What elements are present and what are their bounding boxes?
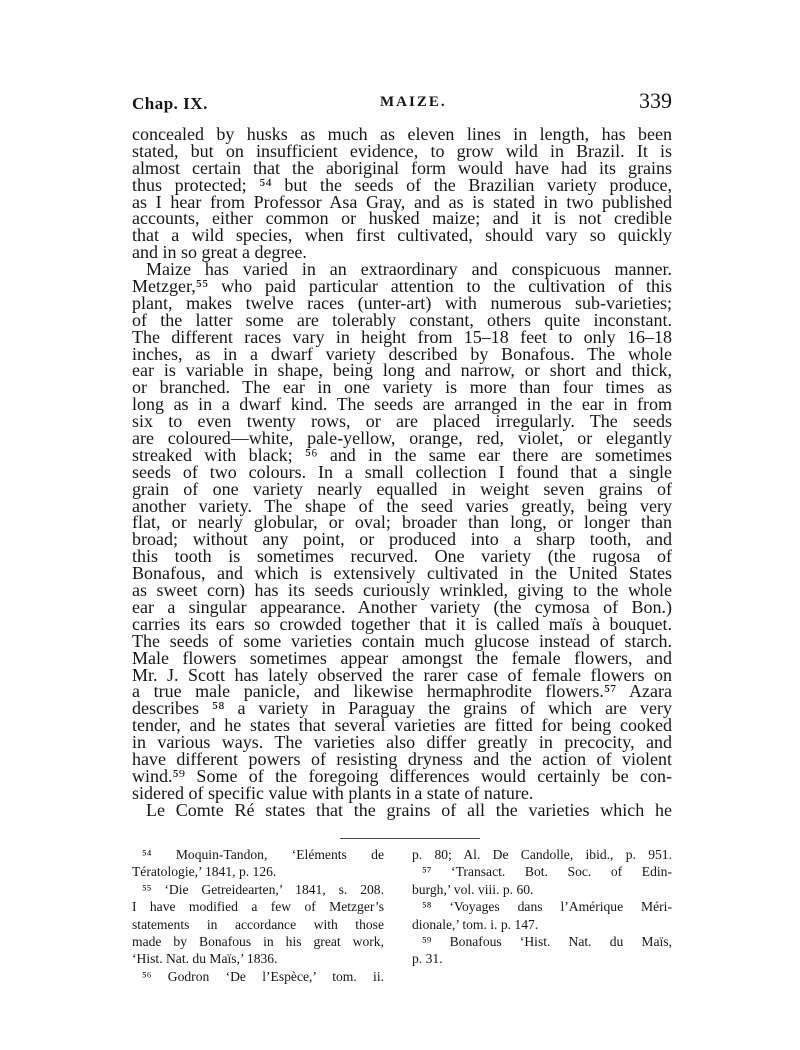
text-line: tender, and he states that several varieties are fitted for being cooked [132,715,672,736]
text-line: streaked with black; ⁵⁶ and in the same ear there are sometimes [132,444,672,465]
footnote-line: ‘Hist. Nat. du Maïs,’ 1836. [132,951,278,967]
text-line: inches, as in a dwarf variety described by Bonafous. The whole [132,343,672,364]
text-line: wind.⁵⁹ Some of the foregoing differences would certainly be con- [132,765,672,786]
text-line: Male flowers sometimes appear amongst the female flowers, and [132,647,672,668]
text-line: thus protected; ⁵⁴ but the seeds of the Brazilian variety produce, [132,174,672,195]
footnote-line: Tératologie,’ 1841, p. 126. [132,864,277,880]
footnote-divider [340,838,480,839]
footnote-line: ⁵⁹ Bonafous ‘Hist. Nat. du Maïs, [422,933,672,949]
footnote-line: ⁵⁶ Godron ‘De l’Espèce,’ tom. ii. [142,968,384,984]
text-line: Metzger,⁵⁵ who paid particular attention to the cultivation of this [132,276,672,297]
text-line: ear a singular appearance. Another variety (the cymosa of Bon.) [132,596,672,617]
text-line: broad; without any point, or produced into a sharp tooth, and [132,529,672,550]
text-line: almost certain that the aboriginal form would have had its grains [132,157,672,178]
footnote-line: made by Bonafous in his great work, [132,933,384,949]
footnote-line: p. 80; Al. De Candolle, ibid., p. 951. [412,847,672,862]
text-line: a true male panicle, and likewise hermaphrodite flowers.⁵⁷ Azara [132,681,672,702]
text-line: long as in a dwarf kind. The seeds are arranged in the ear in from [132,394,672,415]
text-line: that a wild species, when first cultivated, should vary so quickly [132,225,672,246]
text-line: Maize has varied in an extraordinary and conspicuous manner. [146,259,672,280]
text-line: describes ⁵⁸ a variety in Paraguay the grains of which are very [132,698,672,719]
text-line: stated, but on insufficient evidence, to grow wild in Brazil. It is [132,140,672,161]
text-line: of the latter some are tolerably constant, others quite inconstant. [132,309,672,330]
text-line: accounts, either common or husked maize; and it is not credible [132,208,672,229]
running-title: MAIZE. [380,94,447,110]
text-line: as sweet corn) has its seeds curiously wrinkled, giving to the whole [132,580,672,601]
text-line: or branched. The ear in one variety is more than four times as [132,377,672,398]
text-line: this tooth is sometimes recurved. One variety (the rugosa of [132,546,672,567]
text-line: concealed by husks as much as eleven lines in length, has been [132,124,672,144]
footnote-line: ⁵⁸ ‘Voyages dans l’Amérique Méri- [422,899,672,915]
text-line: as I hear from Professor Asa Gray, and as is stated in two published [132,191,672,212]
text-line: The different races vary in height from 15–18 feet to only 16–18 [132,326,672,347]
text-line: another variety. The shape of the seed varies greatly, being very [132,495,672,516]
text-line: seeds of two colours. In a small collection I found that a single [132,461,672,482]
text-line: have different powers of resisting dryness and the action of violent [132,748,672,769]
text-line: in various ways. The varieties also differ greatly in precocity, and [132,732,672,753]
page-number: 339 [639,88,672,113]
running-head [132,88,672,118]
text-line: ear is variable in shape, being long and narrow, or short and thick, [132,360,672,381]
text-line: The seeds of some varieties contain much glucose instead of starch. [132,630,672,651]
body-text [132,126,672,819]
footnote-line: burgh,’ vol. viii. p. 60. [412,881,534,897]
text-line: Le Comte Ré states that the grains of all the varieties which he [146,799,672,820]
footnotes-left-column [132,846,384,985]
footnote-line: statements in accordance with those [132,916,384,932]
footnote-line: dionale,’ tom. i. p. 147. [412,916,539,932]
text-line: are coloured—white, pale-yellow, orange, red, violet, or elegantly [132,428,672,449]
text-line: and in so great a degree. [132,242,307,263]
footnote-line: ⁵⁴ Moquin-Tandon, ‘Eléments de [142,847,384,862]
footnote-line: I have modified a few of Metzger’s [132,899,384,915]
text-line: carries its ears so crowded together that it is called maïs à bouquet. [132,613,672,634]
chapter-label: Chap. IX. [132,94,208,113]
footnote-line: p. 31. [412,951,443,967]
footnotes-right-column [412,846,672,968]
footnote-line: ⁵⁵ ‘Die Getreidearten,’ 1841, s. 208. [142,881,384,897]
text-line: plant, makes twelve races (unter-art) with numerous sub-varieties; [132,292,672,313]
text-line: six to even twenty rows, or are placed irregularly. The seeds [132,411,672,432]
text-line: grain of one variety nearly equalled in weight seven grains of [132,478,672,499]
text-line: Bonafous, and which is extensively cultivated in the United States [132,563,672,584]
text-line: flat, or nearly globular, or oval; broader than long, or longer than [132,512,672,533]
text-line: sidered of specific value with plants in a state of nature. [132,782,534,803]
footnote-line: ⁵⁷ ‘Transact. Bot. Soc. of Edin- [422,864,672,880]
text-line: Mr. J. Scott has lately observed the rarer case of female flowers on [132,664,672,685]
